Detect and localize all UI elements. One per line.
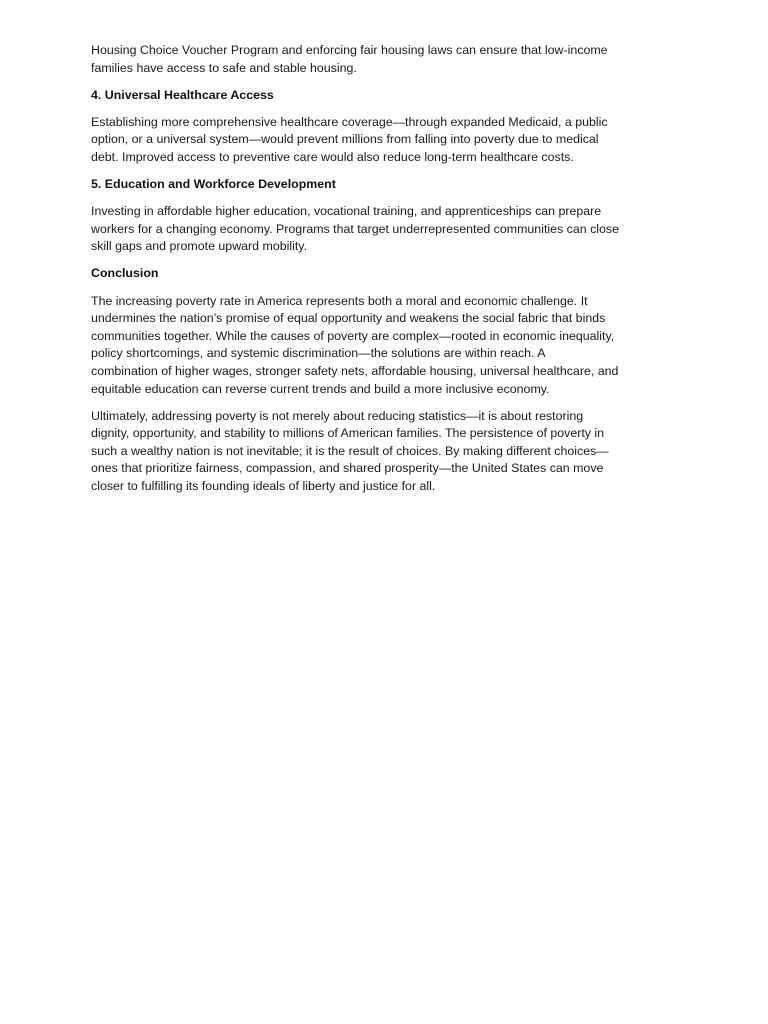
section-heading-conclusion: Conclusion [91, 266, 159, 281]
section-heading-healthcare: 4. Universal Healthcare Access [91, 87, 274, 102]
section-paragraph-education: Investing in affordable higher education, vocational training, and apprenticeships can prepare workers for a changing economy. Programs that target underrepresented communities can close skill gaps and promote upward mobility. [91, 204, 620, 254]
section-heading-education: 5. Education and Workforce Development [91, 177, 336, 192]
document-body [91, 42, 636, 505]
section-paragraph-conclusion: The increasing poverty rate in America represents both a moral and economic challenge. It undermines the nation’s promise of equal opportunity and weakens the social fabric that binds communities together. While the causes of poverty are complex—rooted in economic inequality, policy shortcomings, and systemic discrimination—the solutions are within reach. A combination of higher wages, stronger safety nets, affordable housing, universal healthcare, and equitable education can reverse current trends and build a more inclusive economy. [91, 293, 619, 396]
closing-paragraph: Ultimately, addressing poverty is not merely about reducing statistics—it is about restoring dignity, opportunity, and stability to millions of American families. The persistence of poverty in such a wealthy nation is not inevitable; it is the result of choices. By making different choices— ones that prioritize fairness, compassion, and shared prosperity—the United States can move closer to fulfilling its founding ideals of liberty and justice for all. [91, 408, 609, 493]
intro-paragraph: Housing Choice Voucher Program and enforcing fair housing laws can ensure that low-income families have access to safe and stable housing. [91, 43, 608, 75]
section-paragraph-healthcare: Establishing more comprehensive healthcare coverage—through expanded Medicaid, a public option, or a universal system—would prevent millions from falling into poverty due to medical debt. Improved access to preventive care would also reduce long-term healthcare costs. [91, 114, 608, 164]
